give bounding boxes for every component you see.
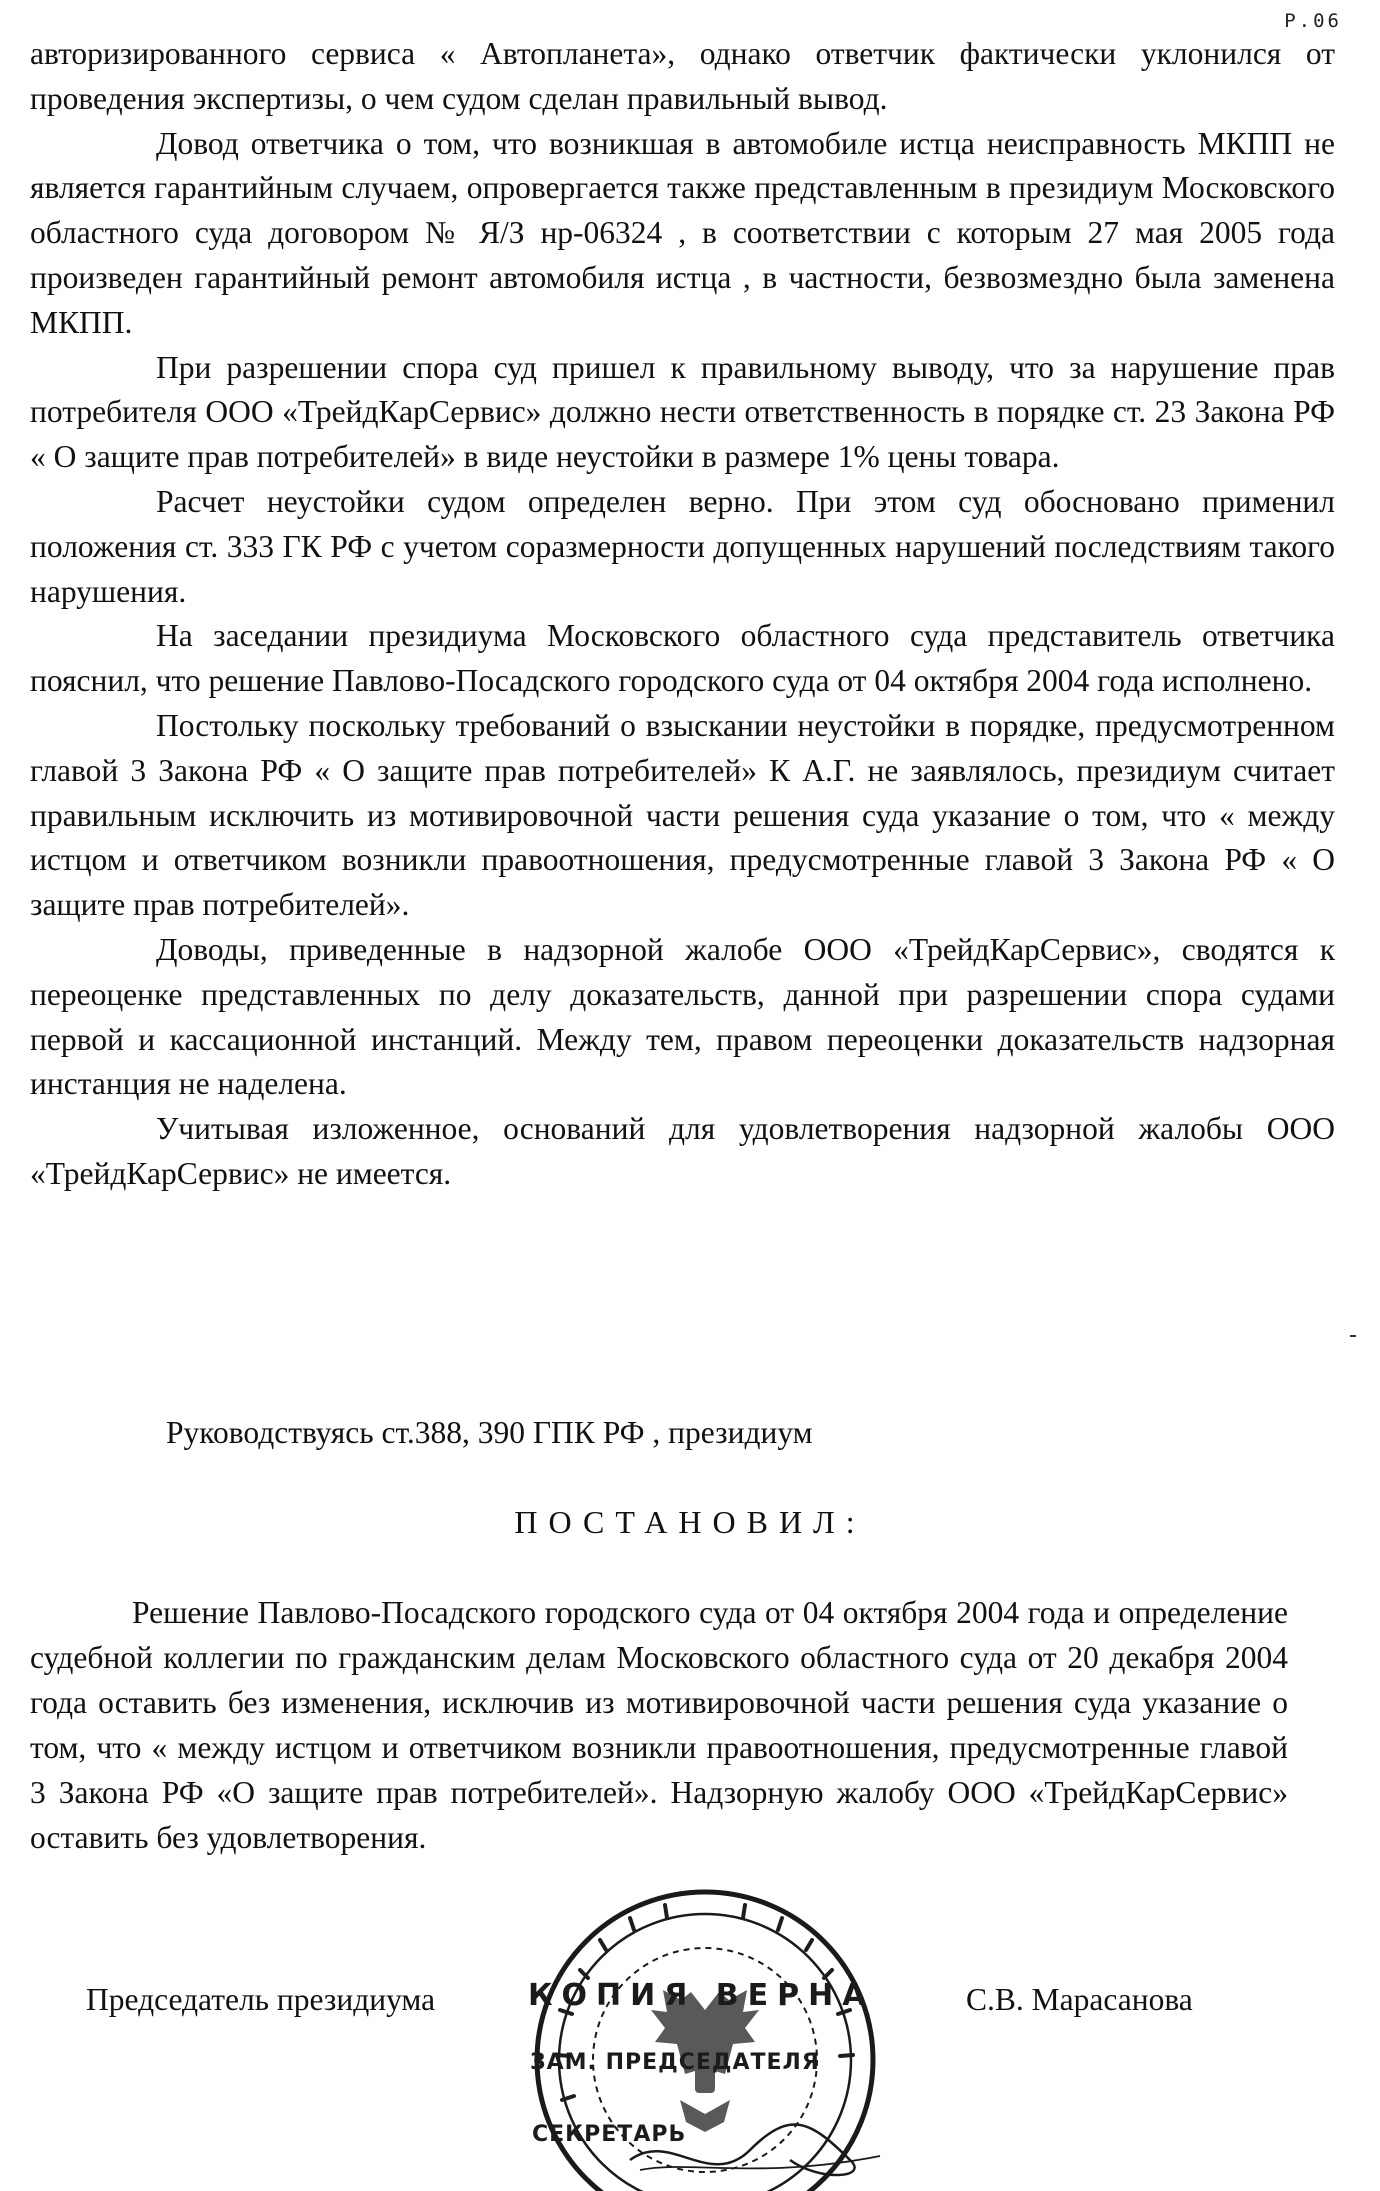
legal-basis-line: Руководствуясь ст.388, 390 ГПК РФ , президиум bbox=[166, 1415, 813, 1450]
stamp-deputy-text: ЗАМ. ПРЕДСЕДАТЕЛЯ bbox=[530, 2050, 820, 2075]
ruling-heading: ПОСТАНОВИЛ: bbox=[514, 1504, 866, 1540]
paragraph: Учитывая изложенное, оснований для удовлетворения надзорной жалобы ООО «ТрейдКарСервис» не имеется. bbox=[30, 1111, 1335, 1191]
paragraph: Постольку поскольку требований о взыскании неустойки в порядке, предусмотренном главой 3 Закона РФ « О защите прав потребителей» К А.Г. не заявлялось, президиум считает правильным исключить из мотивировочной части решения суда указание о том, что « между истцом и ответчиком возникли правоотношения, предусмотренные главой 3 Закона РФ « О защите прав потребителей». bbox=[30, 707, 1335, 923]
signature-title: Председатель президиума bbox=[86, 1982, 436, 2017]
margin-mark bbox=[1350, 1335, 1356, 1337]
paragraph-continuation: авторизированного сервиса « Автопланета», однако ответчик фактически уклонился от проведения экспертизы, о чем судом сделан правильный вывод. bbox=[30, 36, 1335, 116]
ruling-paragraph: Решение Павлово-Посадского городского суда от 04 октября 2004 года и определение судебной коллегии по гражданским делам Московского областного суда от 20 декабря 2004 года оставить без изменения, исключив из мотивировочной части решения суда указание о том, что « между истцом и ответчиком возникли правоотношения, предусмотренные главой 3 Закона РФ «О защите прав потребителей». Надзорную жалобу ООО «ТрейдКарСервис» оставить без удовлетворения. bbox=[30, 1595, 1288, 1855]
document-body bbox=[30, 32, 1335, 1197]
paragraph: Доводы, приведенные в надзорной жалобе ООО «ТрейдКарСервис», сводятся к переоценке представленных по делу доказательств, данной при разрешении спора судами первой и кассационной инстанций. Между тем, правом переоценки доказательств надзорная инстанция не наделена. bbox=[30, 931, 1335, 1102]
fax-page-id: P.06 bbox=[1284, 10, 1342, 32]
stamp-secretary-text: СЕКРЕТАРЬ bbox=[532, 2122, 687, 2147]
paragraph: Расчет неустойки судом определен верно. При этом суд обосновано применил положения ст. 333 ГК РФ с учетом соразмерности допущенных нарушений последствиям такого нарушения. bbox=[30, 483, 1335, 609]
paragraph: На заседании президиума Московского областного суда представитель ответчика пояснил, что решение Павлово-Посадского городского суда от 04 октября 2004 года исполнено. bbox=[30, 618, 1335, 699]
paragraph: При разрешении спора суд пришел к правильному выводу, что за нарушение прав потребителя ООО «ТрейдКарСервис» должно нести ответственность в порядке ст. 23 Закона РФ « О защите прав потребителей» в виде неустойки в размере 1% цены товара. bbox=[30, 349, 1335, 475]
paragraph: Довод ответчика о том, что возникшая в автомобиле истца неисправность МКПП не является гарантийным случаем, опровергается также представленным в президиум Московского областного суда договором № Я/З нр-06324 , в соответствии с которым 27 мая 2005 года произведен гарантийный ремонт автомобиля истца , в частности, безвозмездно была заменена МКПП. bbox=[30, 125, 1335, 340]
stamp-certification-text: КОПИЯ ВЕРНА bbox=[528, 1978, 875, 2013]
ruling-body bbox=[30, 1590, 1288, 1860]
signature-name: С.В. Марасанова bbox=[966, 1982, 1193, 2017]
